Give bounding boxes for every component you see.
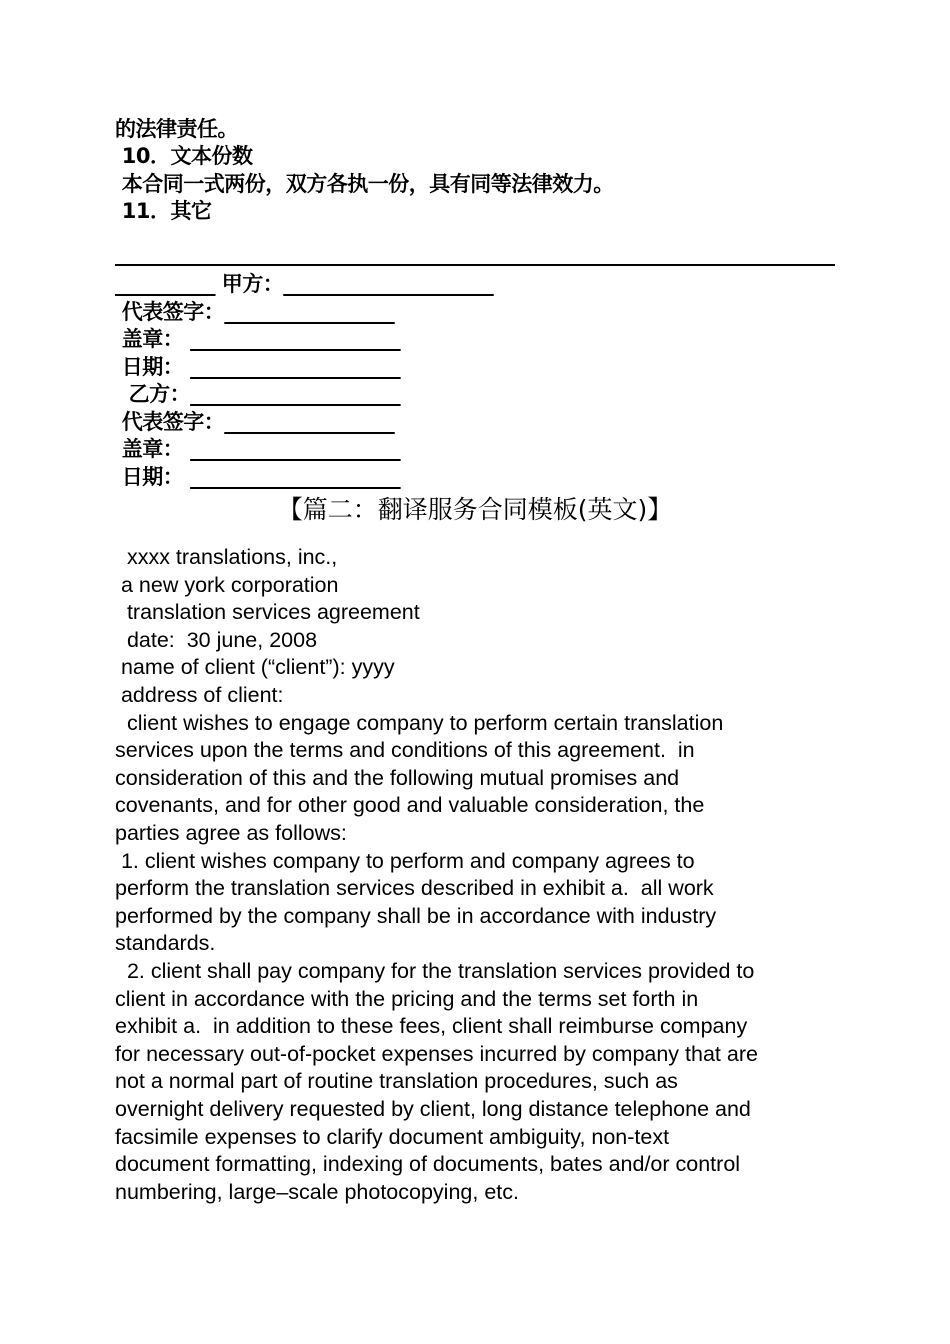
section-10-heading: 10．文本份数 (115, 144, 253, 168)
blank-line-rule (115, 264, 835, 266)
agreement-line: 1. client wishes company to perform and company agrees to (115, 848, 695, 873)
agreement-line: exhibit a. in addition to these fees, client shall reimburse company (115, 1014, 748, 1039)
agreement-line: date: 30 june, 2008 (115, 627, 318, 652)
agreement-line: name of client (“client”): yyyy (115, 655, 395, 680)
party-b-date: 日期： _____________________ (115, 465, 401, 489)
agreement-line: covenants, and for other good and valuable consideration, the (115, 793, 705, 818)
agreement-line: parties agree as follows: (115, 821, 347, 845)
agreement-line: performed by the company shall be in accordance with industry (115, 903, 717, 928)
party-b-representative-signature: 代表签字：_________________ (115, 410, 395, 434)
agreement-line: standards. (115, 931, 216, 956)
party-b-line: 乙方：_____________________ (115, 382, 401, 406)
legal-liability-line: 的法律责任。 (115, 117, 238, 141)
agreement-line: xxxx translations, inc., (115, 545, 338, 569)
party-a-line: __________ 甲方：_____________________ (115, 272, 494, 296)
agreement-line: 2. client shall pay company for the translation services provided to (115, 959, 755, 983)
agreement-line: facsimile expenses to clarify document ambiguity, non-text (115, 1124, 670, 1149)
agreement-line: numbering, large–scale photocopying, etc. (115, 1179, 519, 1204)
party-a-representative-signature: 代表签字：_________________ (115, 300, 395, 324)
agreement-line: client in accordance with the pricing and the terms set forth in (115, 986, 699, 1011)
agreement-line: document formatting, indexing of documents, bates and/or control (115, 1152, 741, 1177)
agreement-line: perform the translation services described in exhibit a. all work (115, 876, 714, 901)
agreement-line: translation services agreement (115, 600, 420, 625)
agreement-line: address of client: (115, 683, 284, 707)
party-a-seal: 盖章： _____________________ (115, 327, 401, 351)
copies-clause: 本合同一式两份，双方各执一份，具有同等法律效力。 (115, 172, 614, 196)
party-a-date: 日期： _____________________ (115, 355, 401, 379)
agreement-line: services upon the terms and conditions of this agreement. in (115, 738, 695, 763)
party-b-seal: 盖章： _____________________ (115, 437, 401, 461)
agreement-line: not a normal part of routine translation procedures, such as (115, 1069, 678, 1094)
section-11-heading: 11．其它 (115, 199, 212, 223)
agreement-line: overnight delivery requested by client, long distance telephone and (115, 1097, 751, 1121)
part-two-heading: 【篇二：翻译服务合同模板(英文)】 (277, 495, 673, 524)
agreement-line: a new york corporation (115, 572, 339, 597)
agreement-line: consideration of this and the following mutual promises and (115, 765, 680, 790)
agreement-line: for necessary out-of-pocket expenses incurred by company that are (115, 1041, 758, 1066)
agreement-line: client wishes to engage company to perform certain translation (115, 710, 724, 735)
